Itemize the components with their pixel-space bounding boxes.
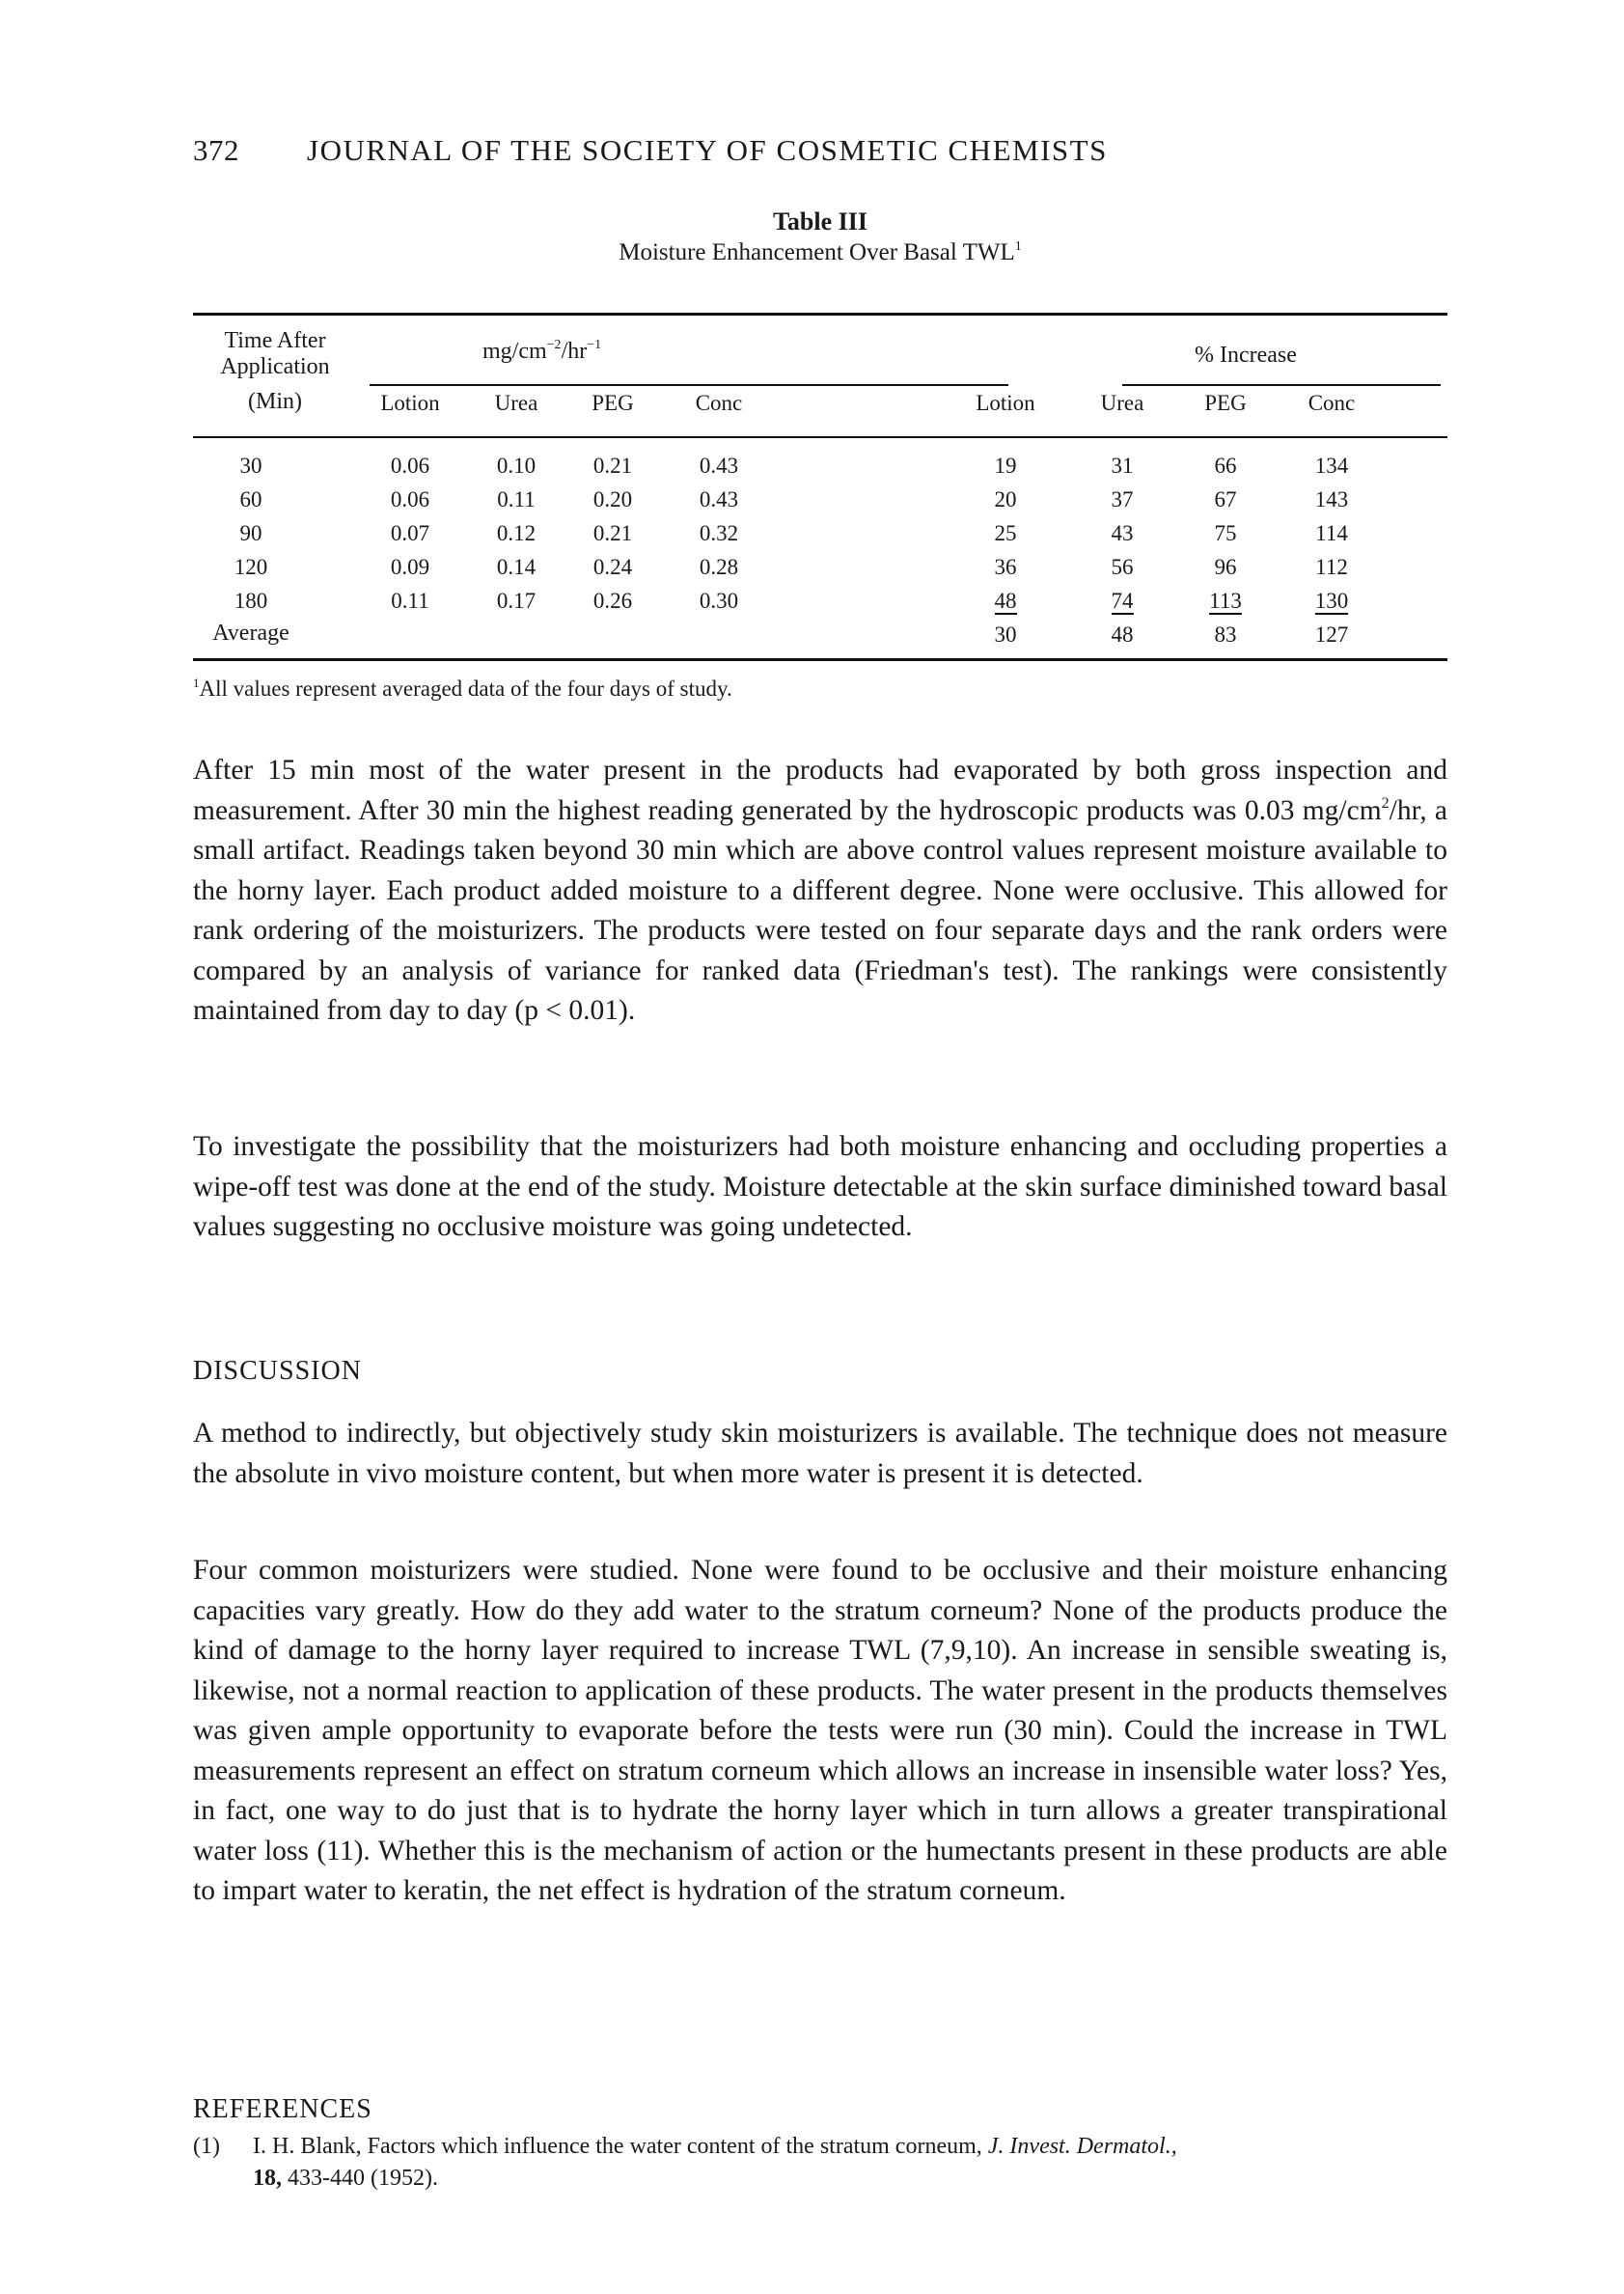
col-header-conc-mg: Conc — [695, 391, 743, 415]
footnote-marker: 1 — [1014, 239, 1022, 254]
discussion-paragraph-1: A method to indirectly, but objectively study skin moisturizers is available. The technique does not measure the absolute in vivo moisture content, but when more water is present it is detected. — [193, 1418, 1447, 1489]
discussion-paragraph-2: Four common moisturizers were studied. None were found to be occlusive and their moisture enhancing capacities vary greatly. How do they add water to the stratum corneum? None of the products produce the kind of damage to the horny layer required to increase TWL (7,9,10). An increase in sensible sweating is, likewise, not a normal reaction to application of these products. The water present in the products themselves was given ample opportunity to evaporate before the tests were run (30 min). Could the increase in TWL measurements represent an effect on stratum corneum which allows an increase in insensible water loss? Yes, in fact, one way to do just that is to hydrate the horny layer which in turn allows a greater transpirational water loss (11). Whether this is the mechanism of action or the humectants present in these products are able to impart water to keratin, the net effect is hydration of the stratum corneum. — [193, 1555, 1447, 1906]
col-header-lotion-pct: Lotion — [976, 391, 1035, 415]
row-header-line2: Application — [220, 354, 330, 379]
table-title: Table III — [772, 207, 868, 235]
table-subtitle: Moisture Enhancement Over Basal TWL$^1$ — [619, 239, 1022, 265]
reference-text: I. H. Blank, Factors which influence the water content of the stratum corneum, J. Invest. Dermatol., 18, 433-440 (1952). — [253, 2134, 1177, 2191]
page-number: 372 — [193, 133, 239, 167]
table-header-rule — [193, 436, 1447, 438]
row-header-line3: (Min) — [248, 389, 302, 414]
table-footnote: $^1$All values represent averaged data of the four days of study. — [193, 676, 732, 701]
col-header-peg-mg: PEG — [592, 391, 634, 415]
col-header-lotion-mg: Lotion — [380, 391, 440, 415]
table-top-rule — [193, 313, 1447, 316]
results-paragraph-1: After 15 min most of the water present in the products had evaporated by both gross inspection and measurement. After 30 min the highest reading generated by the hydroscopic products was 0.03 $mg/cm^2/hr$, a small artifact. Readings taken beyond 30 min which are above control values represent moisture available to the horny layer. Each product added moisture to a different degree. None were occlusive. This allowed for rank ordering of the moisturizers. The products were tested on four separate days and the rank orders were compared by an analysis of variance for ranked data (Friedman's test). The rankings were consistently maintained from day to day (p < 0.01). — [193, 755, 1447, 1026]
group-rule-mg — [370, 384, 1008, 386]
results-paragraph-2: To investigate the possibility that the moisturizers had both moisture enhancing and occluding properties a wipe-off test was done at the end of the study. Moisture detectable at the skin surface diminished toward basal values suggesting no occlusive moisture was going undetected. — [193, 1131, 1447, 1242]
reference-number: (1) — [193, 2134, 220, 2159]
discussion-heading: DISCUSSION — [193, 1356, 362, 1386]
col-header-urea-pct: Urea — [1100, 391, 1144, 415]
group-rule-percent — [1122, 384, 1441, 386]
row-header-line1: Time After — [224, 328, 326, 353]
journal-title: JOURNAL OF THE SOCIETY OF COSMETIC CHEMISTS — [307, 133, 1108, 167]
group-header-percent: % Increase — [1195, 343, 1297, 368]
col-header-conc-pct: Conc — [1307, 391, 1356, 415]
table-bottom-rule — [193, 658, 1447, 661]
col-header-urea-mg: Urea — [494, 391, 538, 415]
references-heading: REFERENCES — [193, 2094, 372, 2124]
col-header-peg-pct: PEG — [1204, 391, 1247, 415]
group-header-mg: $mg/cm^{-2}/hr^{-1}$ — [482, 338, 602, 364]
